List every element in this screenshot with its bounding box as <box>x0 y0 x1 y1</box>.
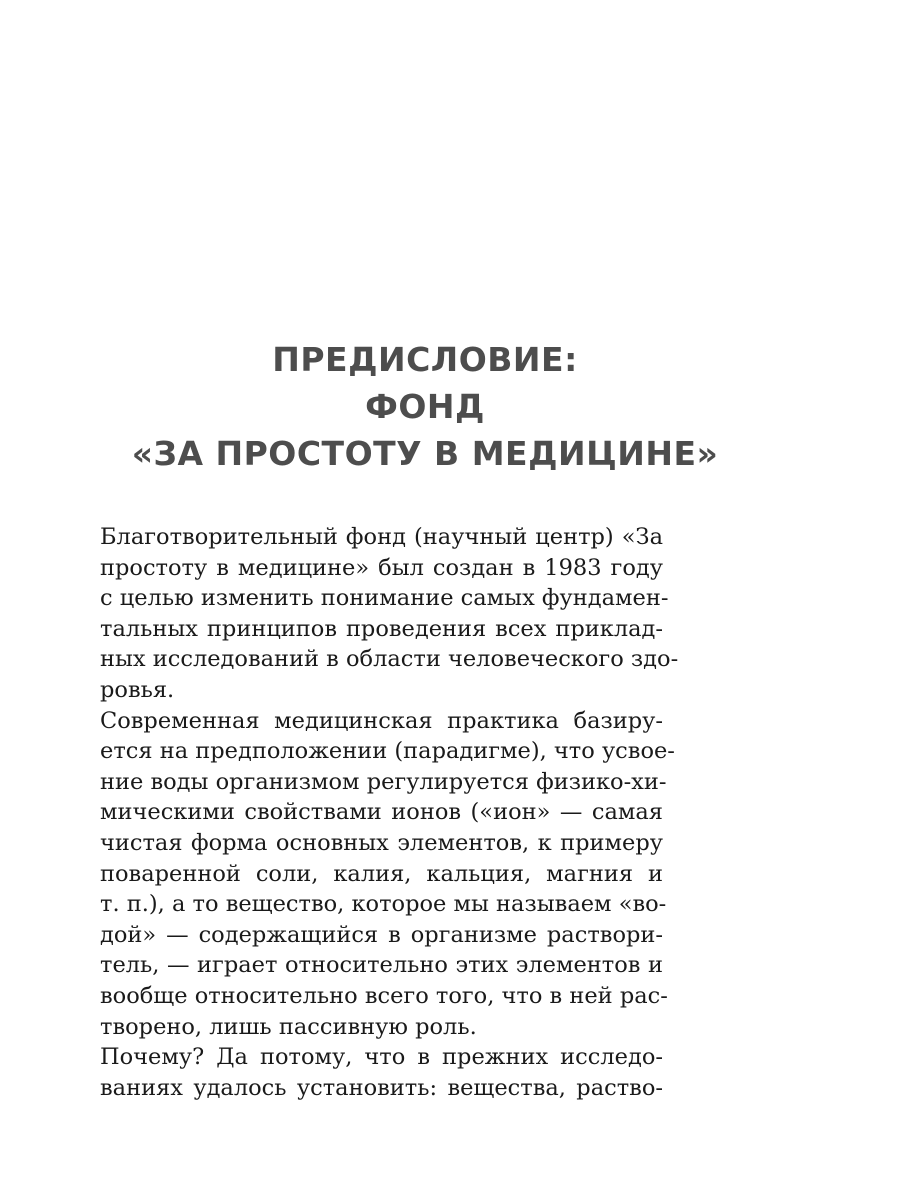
text-line: Почему? Да потому, что в прежних исследо- <box>100 1044 663 1071</box>
text-line: простоту в медицине» был создан в 1983 году <box>100 554 663 581</box>
chapter-title-line-3: «ЗА ПРОСТОТУ В МЕДИЦИНЕ» <box>131 434 719 473</box>
text-line: ных исследований в области человеческого здо- <box>100 646 679 673</box>
text-line: Современная медицинская практика базиру- <box>100 707 663 734</box>
text-line: ется на предположении (парадигме), что усвое- <box>100 738 675 765</box>
text-line: мическими свойствами ионов («ион» — самая <box>100 799 663 826</box>
text-line: дой» — содержащийся в организме раствори- <box>100 921 663 948</box>
paragraph-1 <box>100 522 679 706</box>
text-line: чистая форма основных элементов, к примеру <box>100 829 663 856</box>
paragraph-2 <box>100 706 675 1043</box>
text-line: ние воды организмом регулируется физико-хи- <box>100 768 667 795</box>
text-line: т. п.), а то вещество, которое мы называем «во- <box>100 891 667 918</box>
text-line: с целью изменить понимание самых фундамен- <box>100 585 669 612</box>
text-line: творено, лишь пассивную роль. <box>100 1013 477 1040</box>
text-line: тель, — играет относительно этих элементов и <box>100 952 663 979</box>
paragraph-3 <box>100 1042 663 1103</box>
text-line: ровья. <box>100 676 175 703</box>
chapter-title <box>60 336 790 477</box>
text-line: поваренной соли, калия, кальция, магния и <box>100 860 663 887</box>
text-line: Благотворительный фонд (научный центр) «За <box>100 524 663 550</box>
text-line: ваниях удалось установить: вещества, раство- <box>100 1074 663 1101</box>
chapter-title-line-2: ФОНД <box>365 387 485 426</box>
body-text <box>100 522 679 1103</box>
text-line: вообще относительно всего того, что в ней рас- <box>100 982 668 1009</box>
chapter-title-line-1: ПРЕДИСЛОВИЕ: <box>272 340 578 379</box>
text-line: тальных принципов проведения всех приклад- <box>100 615 663 642</box>
